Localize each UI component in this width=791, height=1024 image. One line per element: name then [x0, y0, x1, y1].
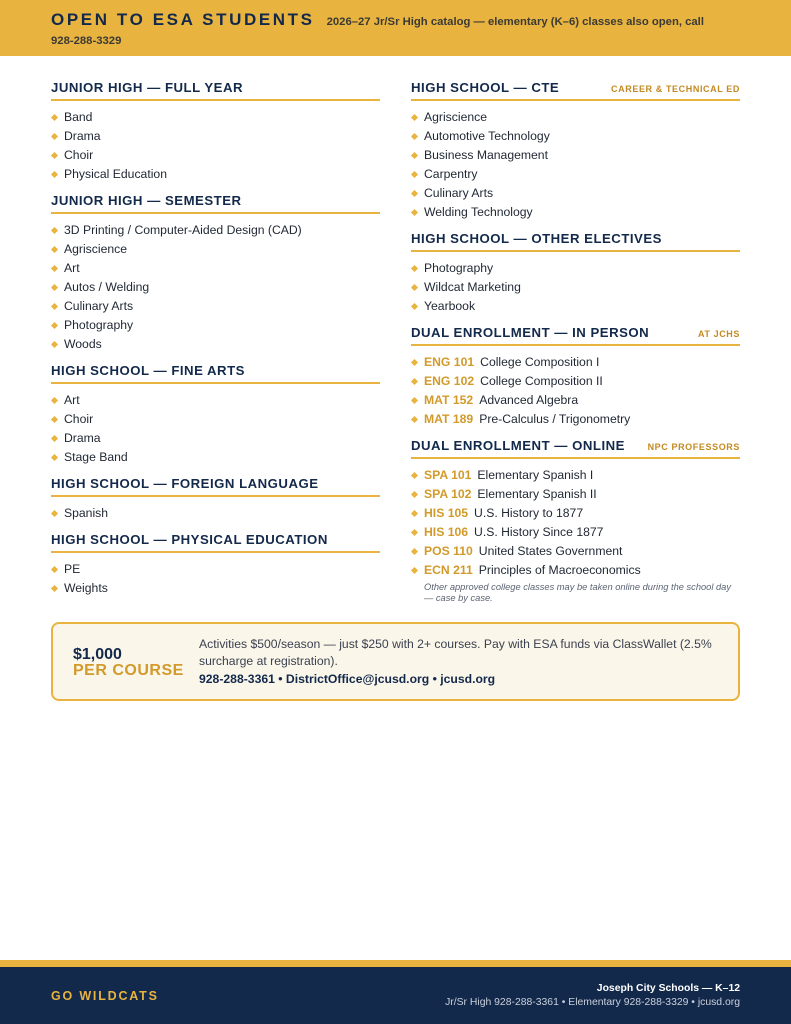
list-item-label: Stage Band — [64, 450, 128, 464]
pricing-details: Activities $500/season — just $250 with 2+ courses. Pay with ESA funds via ClassWallet (2.5% surcharge at registration). — [199, 637, 712, 668]
online-note: Other approved college classes may be taken online during the school day — case by case. — [424, 582, 731, 603]
list-item — [51, 240, 380, 259]
course-item — [411, 353, 740, 372]
course-name: College Composition I — [480, 355, 600, 369]
list-item — [411, 278, 740, 297]
diamond-bullet-icon — [411, 567, 418, 574]
diamond-bullet-icon — [411, 510, 418, 517]
course-list — [51, 560, 380, 598]
course-list — [51, 504, 380, 523]
section-title: HIGH SCHOOL — PHYSICAL EDUCATION — [51, 532, 328, 547]
list-item-label: Wildcat Marketing — [424, 280, 521, 294]
course-item — [411, 542, 740, 561]
course-code: MAT 189 — [424, 412, 474, 426]
diamond-bullet-icon — [411, 397, 418, 404]
diamond-bullet-icon — [411, 548, 418, 555]
course-code: HIS 105 — [424, 506, 469, 520]
list-item-label: Welding Technology — [424, 205, 533, 219]
section-header — [51, 363, 380, 384]
course-code: ENG 101 — [424, 355, 475, 369]
course-list — [411, 353, 740, 429]
section-title: DUAL ENROLLMENT — IN PERSON — [411, 325, 650, 340]
diamond-bullet-icon — [411, 416, 418, 423]
list-item — [51, 410, 380, 429]
list-item — [51, 297, 380, 316]
footer — [0, 967, 791, 1024]
list-item — [51, 221, 380, 240]
course-name: U.S. History to 1877 — [474, 506, 584, 520]
list-item-label: Photography — [64, 318, 134, 332]
footer-stripe — [0, 960, 791, 967]
header-banner — [0, 0, 791, 56]
footer-school-name: Joseph City Schools — K–12 — [596, 983, 740, 994]
footer-contact: Jr/Sr High 928-288-3361 • Elementary 928-288-3329 • jcusd.org — [445, 997, 740, 1008]
pricing-contact: 928-288-3361 • DistrictOffice@jcusd.org • jcusd.org — [199, 672, 496, 686]
list-item — [411, 184, 740, 203]
diamond-bullet-icon — [411, 133, 418, 140]
course-name: College Composition II — [480, 374, 603, 388]
list-item-label: Physical Education — [64, 167, 167, 181]
course-list — [51, 391, 380, 467]
list-item-label: Agriscience — [424, 110, 487, 124]
course-name: Elementary Spanish I — [477, 468, 594, 482]
list-item-label: Choir — [64, 148, 94, 162]
section — [51, 193, 380, 354]
diamond-bullet-icon — [411, 190, 418, 197]
section — [51, 363, 380, 467]
section — [411, 80, 740, 222]
page-title: OPEN TO ESA STUDENTS — [51, 10, 315, 29]
list-item — [51, 504, 380, 523]
course-item — [411, 372, 740, 391]
diamond-bullet-icon — [51, 303, 58, 310]
diamond-bullet-icon — [411, 303, 418, 310]
section — [51, 532, 380, 598]
diamond-bullet-icon — [411, 529, 418, 536]
list-item — [51, 259, 380, 278]
list-item-label: Yearbook — [424, 299, 476, 313]
list-item-label: Agriscience — [64, 242, 127, 256]
diamond-bullet-icon — [51, 341, 58, 348]
course-item — [411, 391, 740, 410]
course-list — [51, 221, 380, 354]
diamond-bullet-icon — [51, 246, 58, 253]
left-column — [51, 80, 380, 607]
list-item-label: Drama — [64, 431, 101, 445]
list-item — [411, 146, 740, 165]
list-item — [411, 127, 740, 146]
list-item — [411, 259, 740, 278]
course-name: Advanced Algebra — [479, 393, 579, 407]
section-tag: CAREER & TECHNICAL ED — [611, 84, 740, 94]
course-code: ENG 102 — [424, 374, 475, 388]
diamond-bullet-icon — [411, 284, 418, 291]
list-item-label: Automotive Technology — [424, 129, 550, 143]
diamond-bullet-icon — [411, 114, 418, 121]
course-name: Elementary Spanish II — [477, 487, 597, 501]
section-tag: AT JCHS — [697, 329, 740, 339]
section-header — [51, 532, 380, 553]
diamond-bullet-icon — [411, 378, 418, 385]
section-dual-online — [411, 438, 740, 604]
list-item-label: Carpentry — [424, 167, 478, 181]
diamond-bullet-icon — [51, 171, 58, 178]
course-name: United States Government — [478, 544, 623, 558]
section — [51, 476, 380, 523]
section-title: HIGH SCHOOL — OTHER ELECTIVES — [411, 231, 662, 246]
course-list — [411, 108, 740, 222]
pricing-box — [51, 622, 740, 701]
section — [51, 80, 380, 184]
diamond-bullet-icon — [51, 454, 58, 461]
list-item — [51, 579, 380, 598]
list-item — [51, 316, 380, 335]
right-column — [411, 80, 740, 613]
list-item-label: Art — [64, 393, 80, 407]
list-item — [51, 165, 380, 184]
list-item-label: Band — [64, 110, 93, 124]
list-item-label: Spanish — [64, 506, 109, 520]
section-title: HIGH SCHOOL — CTE — [411, 80, 560, 95]
section-title: DUAL ENROLLMENT — ONLINE — [411, 438, 625, 453]
course-item — [411, 504, 740, 523]
diamond-bullet-icon — [51, 416, 58, 423]
diamond-bullet-icon — [51, 284, 58, 291]
course-item — [411, 410, 740, 429]
diamond-bullet-icon — [51, 152, 58, 159]
section-title: JUNIOR HIGH — FULL YEAR — [51, 80, 243, 95]
diamond-bullet-icon — [411, 209, 418, 216]
diamond-bullet-icon — [411, 171, 418, 178]
course-name: U.S. History Since 1877 — [474, 525, 604, 539]
page-subtitle-phone: 928-288-3329 — [51, 35, 122, 47]
list-item — [51, 108, 380, 127]
course-name: Pre-Calculus / Trigonometry — [479, 412, 631, 426]
list-item — [51, 429, 380, 448]
course-code: MAT 152 — [424, 393, 474, 407]
section — [411, 231, 740, 316]
list-item-label: Weights — [64, 581, 108, 595]
page-subtitle: 2026–27 Jr/Sr High catalog — elementary (K–6) classes also open, call — [326, 16, 704, 28]
list-item-label: Woods — [64, 337, 102, 351]
diamond-bullet-icon — [51, 435, 58, 442]
section-header — [411, 231, 740, 252]
section-header — [411, 438, 740, 459]
section-dual-in-person — [411, 325, 740, 429]
list-item-label: PE — [64, 562, 81, 576]
diamond-bullet-icon — [51, 133, 58, 140]
course-code: SPA 102 — [424, 487, 472, 501]
diamond-bullet-icon — [411, 491, 418, 498]
course-item — [411, 561, 740, 580]
diamond-bullet-icon — [51, 510, 58, 517]
diamond-bullet-icon — [51, 585, 58, 592]
list-item — [51, 335, 380, 354]
list-item — [51, 278, 380, 297]
course-code: SPA 101 — [424, 468, 472, 482]
section-header — [411, 325, 740, 346]
list-item-label: 3D Printing / Computer-Aided Design (CAD) — [64, 223, 302, 237]
course-item — [411, 485, 740, 504]
diamond-bullet-icon — [51, 566, 58, 573]
list-item-label: Culinary Arts — [424, 186, 494, 200]
diamond-bullet-icon — [411, 359, 418, 366]
section-header — [51, 193, 380, 214]
list-item — [411, 297, 740, 316]
diamond-bullet-icon — [51, 114, 58, 121]
course-list — [51, 108, 380, 184]
course-code: ECN 211 — [424, 563, 473, 577]
price-unit: PER COURSE — [73, 662, 184, 679]
list-item — [51, 560, 380, 579]
list-item — [51, 127, 380, 146]
diamond-bullet-icon — [411, 472, 418, 479]
section-title: HIGH SCHOOL — FOREIGN LANGUAGE — [51, 476, 319, 491]
list-item-label: Drama — [64, 129, 101, 143]
list-item-label: Autos / Welding — [64, 280, 150, 294]
diamond-bullet-icon — [51, 227, 58, 234]
footer-slogan: GO WILDCATS — [51, 989, 159, 1003]
list-item-label: Culinary Arts — [64, 299, 134, 313]
list-item — [51, 448, 380, 467]
course-code: HIS 106 — [424, 525, 469, 539]
section-title: JUNIOR HIGH — SEMESTER — [51, 193, 242, 208]
list-item-label: Choir — [64, 412, 94, 426]
course-name: Principles of Macroeconomics — [478, 563, 641, 577]
diamond-bullet-icon — [411, 152, 418, 159]
diamond-bullet-icon — [51, 397, 58, 404]
course-item — [411, 523, 740, 542]
list-item-label: Art — [64, 261, 80, 275]
price-amount: $1,000 — [73, 646, 122, 663]
list-item — [51, 146, 380, 165]
list-item-label: Business Management — [424, 148, 548, 162]
section-tag: NPC PROFESSORS — [647, 442, 740, 452]
list-item-label: Photography — [424, 261, 494, 275]
section-header — [51, 476, 380, 497]
course-list — [411, 259, 740, 316]
section-title: HIGH SCHOOL — FINE ARTS — [51, 363, 245, 378]
course-code: POS 110 — [424, 544, 473, 558]
list-item — [411, 108, 740, 127]
list-item — [411, 165, 740, 184]
diamond-bullet-icon — [51, 322, 58, 329]
list-item — [51, 391, 380, 410]
diamond-bullet-icon — [411, 265, 418, 272]
course-item — [411, 466, 740, 485]
section-header — [51, 80, 380, 101]
list-item — [411, 203, 740, 222]
section-header — [411, 80, 740, 101]
diamond-bullet-icon — [51, 265, 58, 272]
course-list — [411, 466, 740, 580]
